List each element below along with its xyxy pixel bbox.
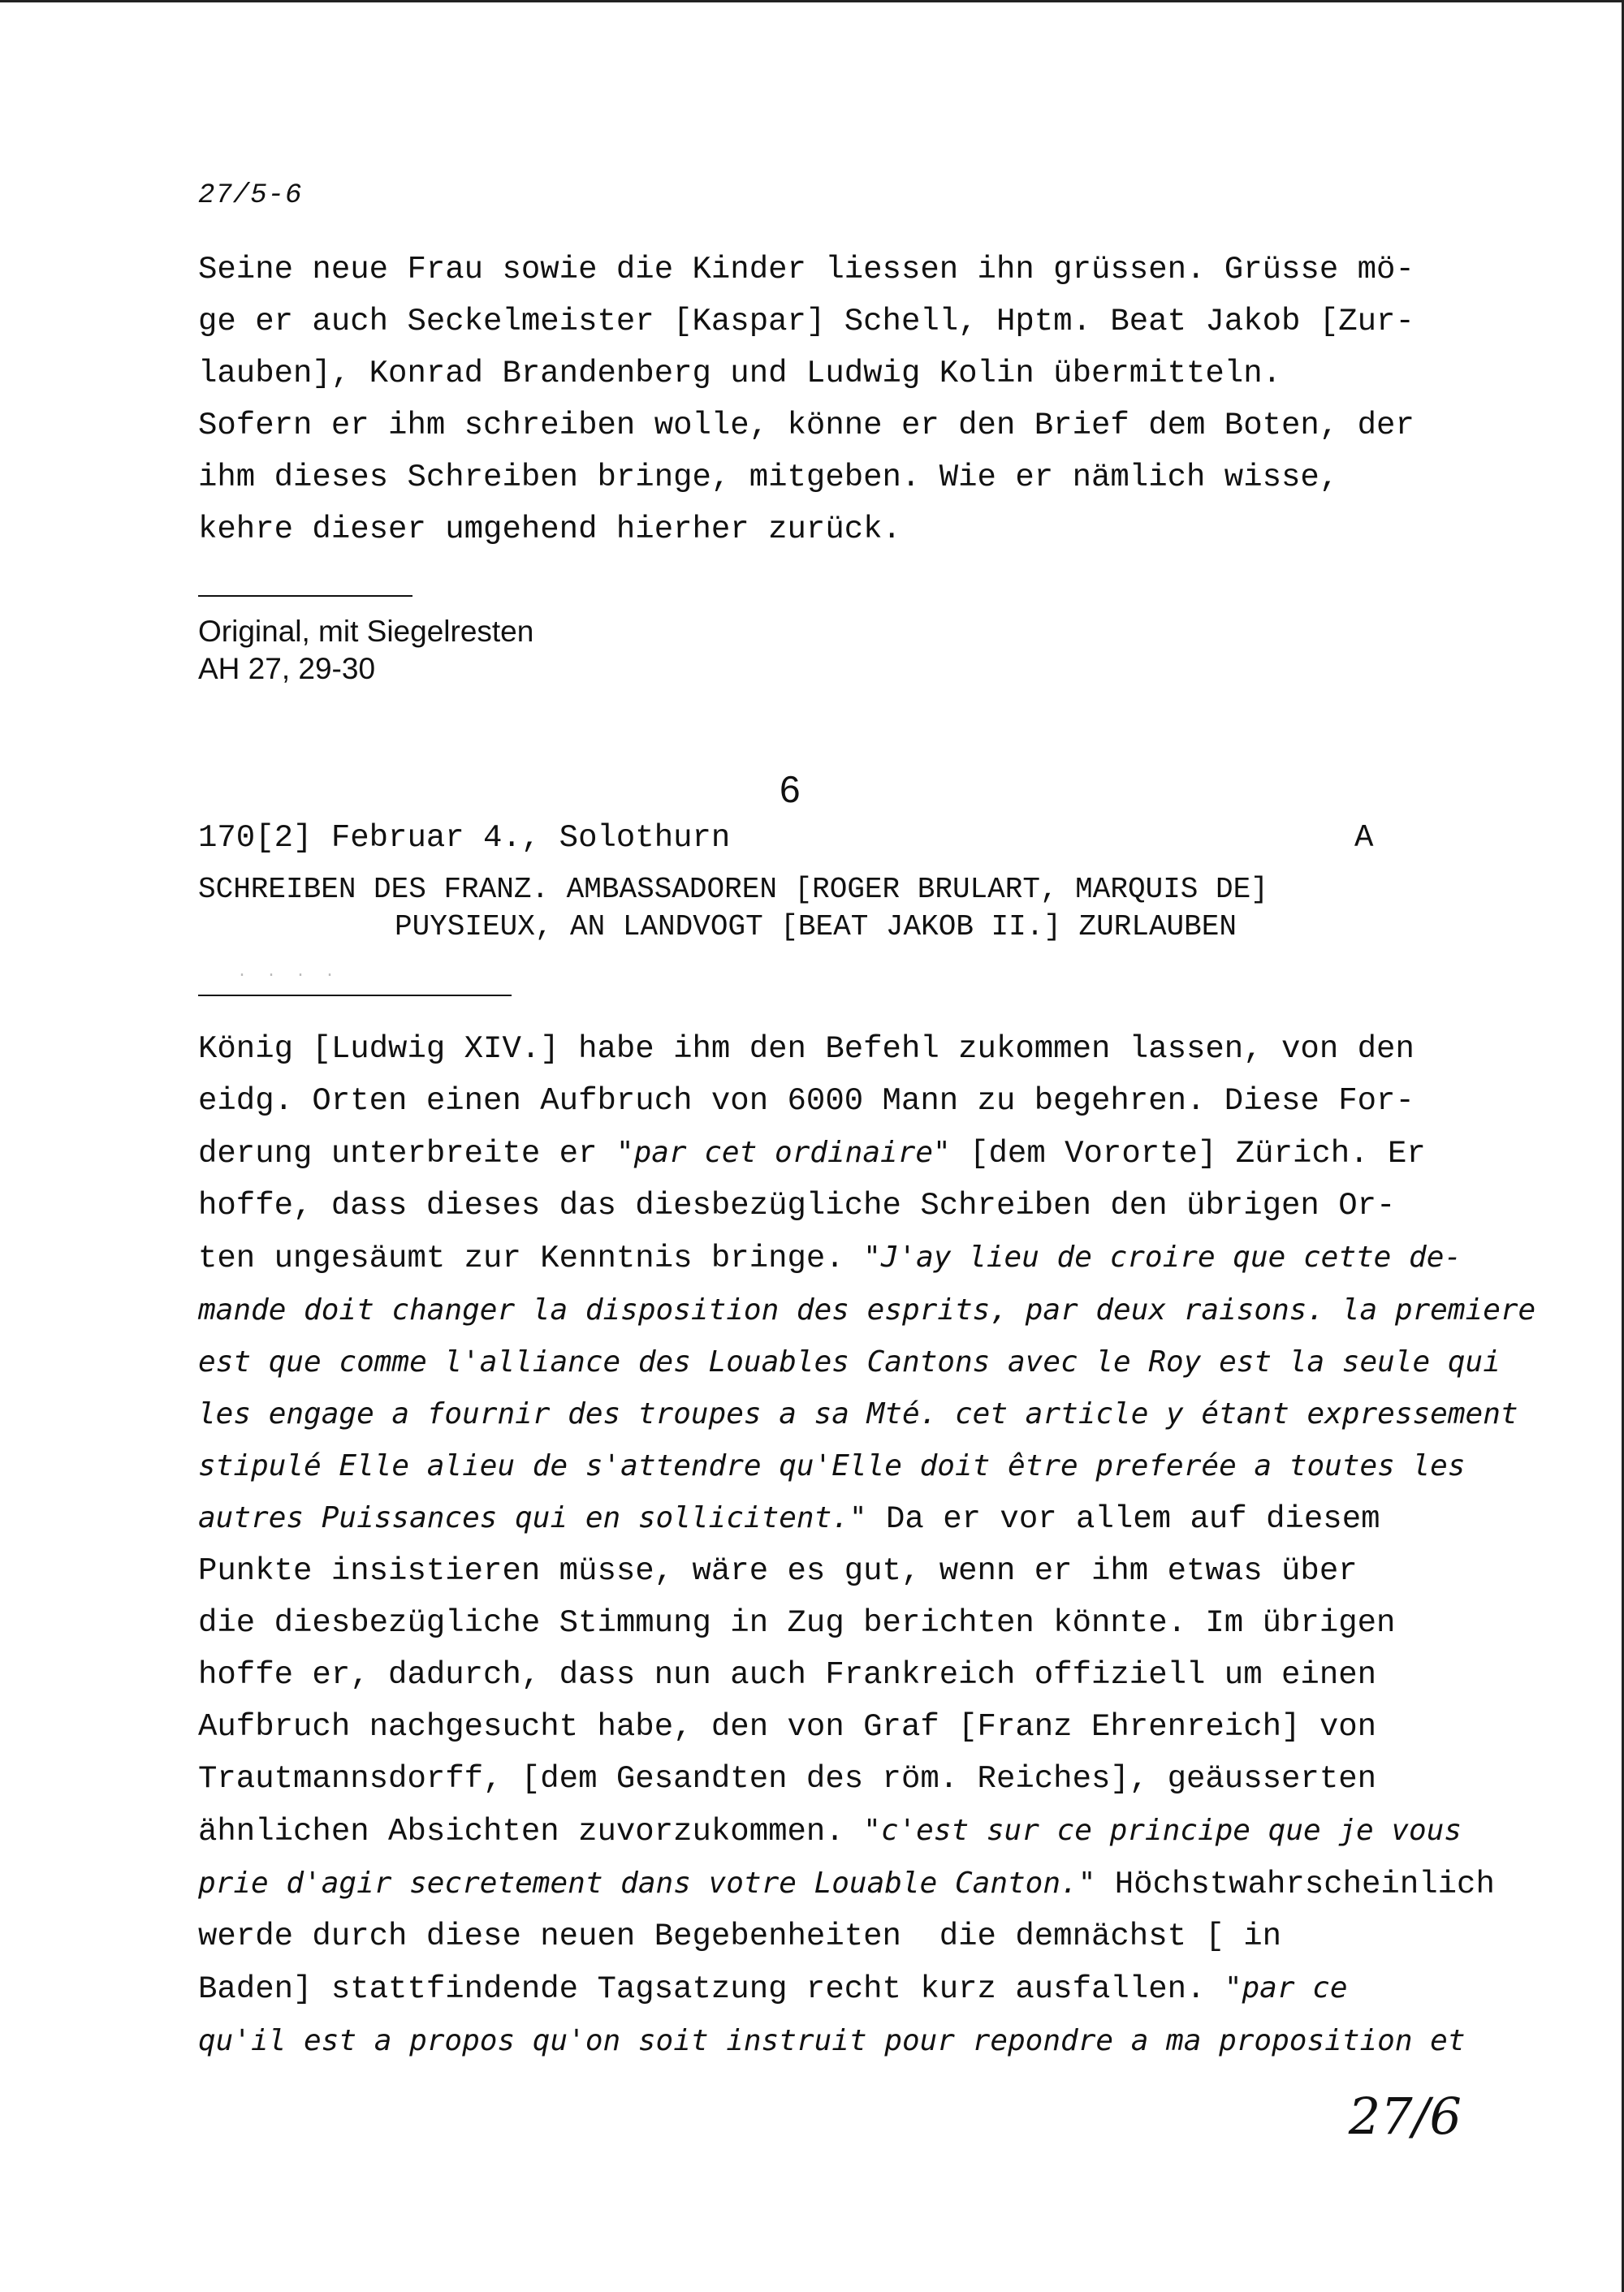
text-line	[198, 1805, 1497, 1858]
text-segment: Baden] stattfindende Tagsatzung recht kurz ausfallen.	[198, 1971, 1224, 2007]
source-note-line: AH 27, 29-30	[198, 652, 376, 685]
text-line: hoffe er, dadurch, dass nun auch Frankreich offiziell um einen	[198, 1657, 1377, 1693]
faint-marks: . . . .	[237, 963, 340, 982]
text-line: lauben], Konrad Brandenberg und Ludwig Kolin übermitteln.	[198, 356, 1282, 391]
text-segment: Da er vor allem auf diesem	[866, 1501, 1380, 1537]
document-reference: 27/5-6	[198, 180, 303, 211]
source-note-line: Original, mit Siegelresten	[198, 615, 534, 648]
text-line	[198, 1127, 1497, 1180]
text-line: eidg. Orten einen Aufbruch von 6000 Mann zu begehren. Diese For-	[198, 1083, 1415, 1119]
text-line	[198, 1232, 1497, 1284]
text-line: ge er auch Seckelmeister [Kaspar] Schell, Hptm. Beat Jakob [Zur-	[198, 304, 1415, 339]
french-quote: prie d'agir secretement dans votre Louable Canton."	[198, 1867, 1096, 1900]
text-line	[198, 1962, 1497, 2015]
handwritten-page-mark: 27/6	[1348, 2087, 1462, 2146]
text-line	[198, 1858, 1497, 1910]
text-line: Trautmannsdorff, [dem Gesandten des röm. Reiches], geäusserten	[198, 1761, 1377, 1797]
dateline: 170[2] Februar 4., Solothurn	[198, 820, 731, 856]
heading-rule	[198, 995, 512, 996]
french-quote-line: stipulé Elle alieu de s'attendre qu'Elle doit être preferée a toutes les	[198, 1449, 1466, 1483]
text-line: werde durch diese neuen Begebenheiten die demnächst [ in	[198, 1919, 1282, 1954]
text-line: Seine neue Frau sowie die Kinder liessen ihn grüssen. Grüsse mö-	[198, 252, 1415, 287]
text-line: ihm dieses Schreiben bringe, mitgeben. Wie er nämlich wisse,	[198, 460, 1339, 495]
french-quote: "J'ay lieu de croire que cette de-	[863, 1241, 1462, 1274]
french-quote-line: qu'il est a propos qu'on soit instruit pour repondre a ma proposition et	[198, 2024, 1466, 2057]
heading-line: PUYSIEUX, AN LANDVOGT [BEAT JAKOB II.] ZURLAUBEN	[395, 910, 1237, 943]
french-quote: "c'est sur ce principe que je vous	[863, 1814, 1462, 1847]
document-marker: A	[1354, 820, 1374, 856]
text-line: Sofern er ihm schreiben wolle, könne er den Brief dem Boten, der	[198, 408, 1415, 443]
french-quote-line: les engage a fournir des troupes a sa Mté. cet article y étant expressement	[198, 1397, 1518, 1431]
letter-6-body	[198, 1023, 1536, 2067]
document-heading	[198, 871, 1268, 946]
heading-line: SCHREIBEN DES FRANZ. AMBASSADOREN [ROGER BRULART, MARQUIS DE]	[198, 873, 1268, 906]
text-line: Aufbruch nachgesucht habe, den von Graf [Franz Ehrenreich] von	[198, 1709, 1377, 1745]
text-line: hoffe, dass dieses das diesbezügliche Schreiben den übrigen Or-	[198, 1188, 1396, 1224]
french-quote: "par cet ordinaire"	[615, 1136, 951, 1169]
french-quote-line: est que comme l'alliance des Louables Cantons avec le Roy est la seule qui	[198, 1345, 1501, 1379]
french-quote: autres Puissances qui en sollicitent."	[198, 1501, 867, 1534]
document-number: 6	[780, 768, 801, 810]
text-line	[198, 1492, 1497, 1545]
text-segment: ähnlichen Absichten zuvorzukommen.	[198, 1814, 864, 1850]
letter-5-conclusion	[198, 244, 1497, 555]
source-note	[198, 613, 533, 688]
text-line: kehre dieser umgehend hierher zurück.	[198, 511, 901, 547]
text-line: Punkte insistieren müsse, wäre es gut, wenn er ihm etwas über	[198, 1553, 1358, 1589]
text-segment: Höchstwahrscheinlich	[1095, 1867, 1495, 1902]
text-line: die diesbezügliche Stimmung in Zug berichten könnte. Im übrigen	[198, 1605, 1396, 1641]
page-edge-top	[0, 0, 1624, 2]
text-segment: [dem Vororte] Zürich. Er	[950, 1136, 1426, 1172]
footnote-rule	[198, 595, 412, 597]
text-segment: derung unterbreite er	[198, 1136, 616, 1172]
text-line: König [Ludwig XIV.] habe ihm den Befehl zukommen lassen, von den	[198, 1031, 1415, 1067]
french-quote: "par ce	[1224, 1971, 1348, 2005]
text-segment: ten ungesäumt zur Kenntnis bringe.	[198, 1241, 864, 1276]
french-quote-line: mande doit changer la disposition des esprits, par deux raisons. la premiere	[198, 1293, 1536, 1327]
